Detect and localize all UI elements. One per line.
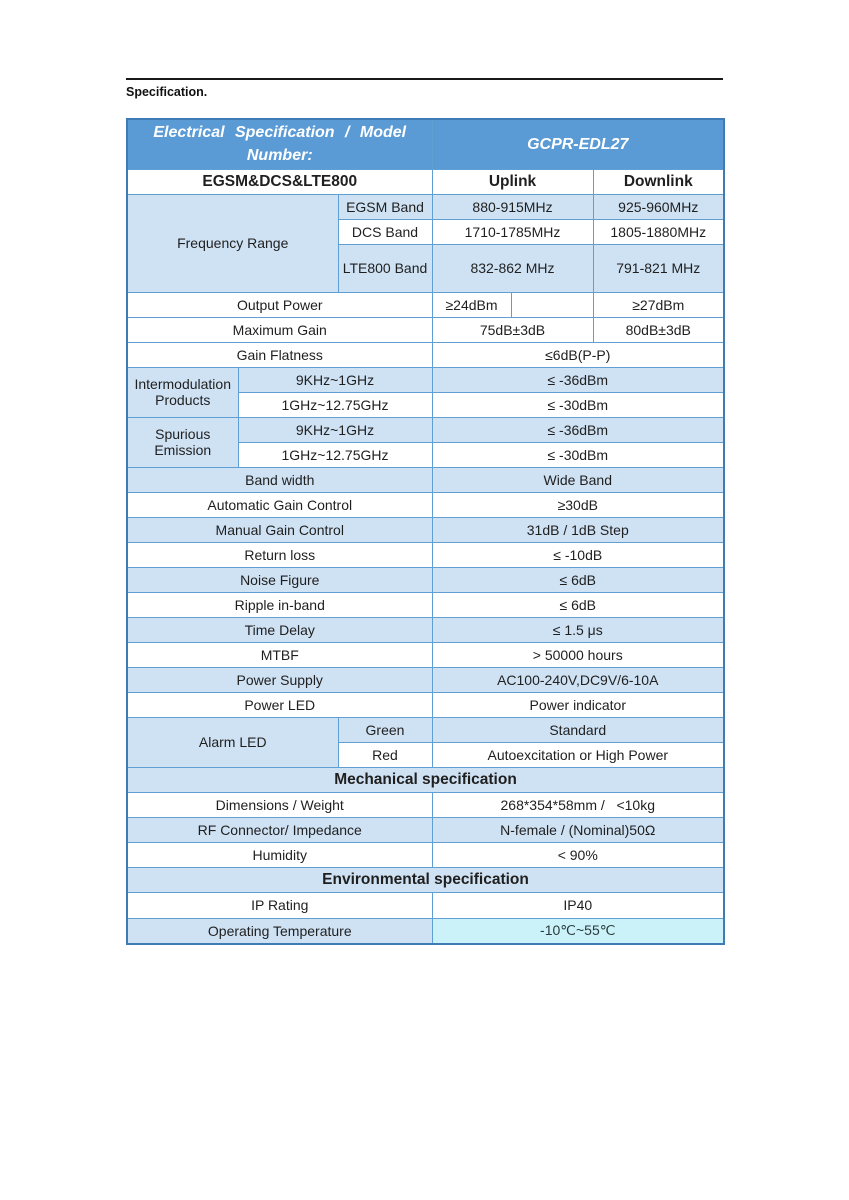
alarm-red-label: Red bbox=[338, 742, 432, 767]
output-power-row bbox=[127, 292, 724, 317]
return-loss-label: Return loss bbox=[127, 542, 432, 567]
intermod-value-1: ≤ -36dBm bbox=[432, 367, 724, 392]
spurious-value-1: ≤ -36dBm bbox=[432, 417, 724, 442]
spurious-emission-label: Spurious Emission bbox=[127, 417, 238, 467]
intermod-range-2: 1GHz~12.75GHz bbox=[238, 392, 432, 417]
model-number: GCPR-EDL27 bbox=[432, 119, 724, 169]
agc-value: ≥30dB bbox=[432, 492, 724, 517]
spurious-value-2: ≤ -30dBm bbox=[432, 442, 724, 467]
operating-temp-row bbox=[127, 918, 724, 944]
dcs-uplink-value: 1710-1785MHz bbox=[432, 219, 593, 244]
rf-connector-row bbox=[127, 817, 724, 842]
power-led-label: Power LED bbox=[127, 692, 432, 717]
power-led-value: Power indicator bbox=[432, 692, 724, 717]
output-power-uplink: ≥24dBm bbox=[432, 292, 511, 317]
lte800-band-label: LTE800 Band bbox=[338, 244, 432, 292]
mtbf-label: MTBF bbox=[127, 642, 432, 667]
mechanical-section-header: Mechanical specification bbox=[127, 767, 724, 792]
intermod-row-1 bbox=[127, 367, 724, 392]
gain-flatness-row bbox=[127, 342, 724, 367]
noise-figure-value: ≤ 6dB bbox=[432, 567, 724, 592]
egsm-uplink-value: 880-915MHz bbox=[432, 194, 593, 219]
band-width-label: Band width bbox=[127, 467, 432, 492]
band-width-value: Wide Band bbox=[432, 467, 724, 492]
intermod-range-1: 9KHz~1GHz bbox=[238, 367, 432, 392]
humidity-label: Humidity bbox=[127, 842, 432, 867]
alarm-green-label: Green bbox=[338, 717, 432, 742]
ripple-row bbox=[127, 592, 724, 617]
dimensions-row bbox=[127, 792, 724, 817]
power-supply-label: Power Supply bbox=[127, 667, 432, 692]
ripple-label: Ripple in-band bbox=[127, 592, 432, 617]
intermodulation-label: Intermodulation Products bbox=[127, 367, 238, 417]
output-power-label: Output Power bbox=[127, 292, 432, 317]
maximum-gain-row bbox=[127, 317, 724, 342]
ip-rating-value: IP40 bbox=[432, 892, 724, 918]
specification-table bbox=[126, 118, 725, 945]
return-loss-row bbox=[127, 542, 724, 567]
section-heading: Specification. bbox=[126, 85, 208, 99]
ip-rating-label: IP Rating bbox=[127, 892, 432, 918]
alarm-green-value: Standard bbox=[432, 717, 724, 742]
rf-connector-value: N-female / (Nominal)50Ω bbox=[432, 817, 724, 842]
power-supply-value: AC100-240V,DC9V/6-10A bbox=[432, 667, 724, 692]
mgc-label: Manual Gain Control bbox=[127, 517, 432, 542]
mgc-row bbox=[127, 517, 724, 542]
spurious-range-2: 1GHz~12.75GHz bbox=[238, 442, 432, 467]
environmental-section-header: Environmental specification bbox=[127, 867, 724, 892]
intermod-value-2: ≤ -30dBm bbox=[432, 392, 724, 417]
environmental-section-row bbox=[127, 867, 724, 892]
alarm-led-label: Alarm LED bbox=[127, 717, 338, 767]
frequency-range-label: Frequency Range bbox=[127, 194, 338, 292]
uplink-header: Uplink bbox=[432, 169, 593, 194]
alarm-led-green-row bbox=[127, 717, 724, 742]
humidity-value: < 90% bbox=[432, 842, 724, 867]
mechanical-section-row bbox=[127, 767, 724, 792]
power-led-row bbox=[127, 692, 724, 717]
return-loss-value: ≤ -10dB bbox=[432, 542, 724, 567]
gain-flatness-label: Gain Flatness bbox=[127, 342, 432, 367]
time-delay-label: Time Delay bbox=[127, 617, 432, 642]
band-width-row bbox=[127, 467, 724, 492]
operating-temp-value: -10℃~55℃ bbox=[432, 918, 724, 944]
noise-figure-row bbox=[127, 567, 724, 592]
power-supply-row bbox=[127, 667, 724, 692]
column-header-row bbox=[127, 169, 724, 194]
egsm-band-label: EGSM Band bbox=[338, 194, 432, 219]
noise-figure-label: Noise Figure bbox=[127, 567, 432, 592]
spurious-range-1: 9KHz~1GHz bbox=[238, 417, 432, 442]
horizontal-rule bbox=[126, 78, 723, 80]
spurious-row-1 bbox=[127, 417, 724, 442]
agc-row bbox=[127, 492, 724, 517]
dimensions-value: 268*354*58mm / <10kg bbox=[432, 792, 724, 817]
lte800-downlink-value: 791-821 MHz bbox=[593, 244, 724, 292]
freq-egsm-row bbox=[127, 194, 724, 219]
ripple-value: ≤ 6dB bbox=[432, 592, 724, 617]
egsm-downlink-value: 925-960MHz bbox=[593, 194, 724, 219]
dcs-downlink-value: 1805-1880MHz bbox=[593, 219, 724, 244]
output-power-spacer-cell bbox=[511, 292, 593, 317]
operating-temp-label: Operating Temperature bbox=[127, 918, 432, 944]
ip-rating-row bbox=[127, 892, 724, 918]
alarm-red-value: Autoexcitation or High Power bbox=[432, 742, 724, 767]
maximum-gain-uplink: 75dB±3dB bbox=[432, 317, 593, 342]
dcs-band-label: DCS Band bbox=[338, 219, 432, 244]
mtbf-row bbox=[127, 642, 724, 667]
rf-connector-label: RF Connector/ Impedance bbox=[127, 817, 432, 842]
band-group-header: EGSM&DCS&LTE800 bbox=[127, 169, 432, 194]
mgc-value: 31dB / 1dB Step bbox=[432, 517, 724, 542]
output-power-downlink: ≥27dBm bbox=[593, 292, 724, 317]
maximum-gain-downlink: 80dB±3dB bbox=[593, 317, 724, 342]
mtbf-value: > 50000 hours bbox=[432, 642, 724, 667]
dimensions-label: Dimensions / Weight bbox=[127, 792, 432, 817]
lte800-uplink-value: 832-862 MHz bbox=[432, 244, 593, 292]
humidity-row bbox=[127, 842, 724, 867]
time-delay-value: ≤ 1.5 μs bbox=[432, 617, 724, 642]
agc-label: Automatic Gain Control bbox=[127, 492, 432, 517]
maximum-gain-label: Maximum Gain bbox=[127, 317, 432, 342]
title-row bbox=[127, 119, 724, 169]
time-delay-row bbox=[127, 617, 724, 642]
gain-flatness-value: ≤6dB(P-P) bbox=[432, 342, 724, 367]
table-title: Electrical Specification / Model Number: bbox=[127, 119, 432, 169]
downlink-header: Downlink bbox=[593, 169, 724, 194]
